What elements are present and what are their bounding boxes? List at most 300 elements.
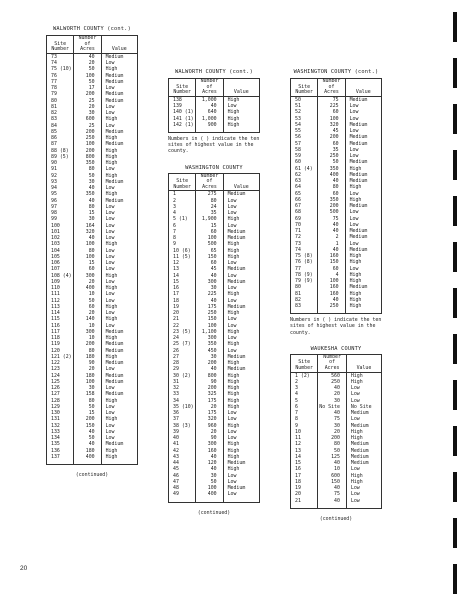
site-number-cell: 99 — [47, 216, 74, 222]
value-cell: Medium — [227, 366, 246, 373]
acres-cell: 80 — [74, 248, 101, 254]
site-number-cell: 103 — [47, 241, 74, 247]
table-row — [169, 491, 260, 502]
value-cell: Low — [105, 228, 115, 235]
site-number-cell: 40 — [169, 435, 196, 441]
acres-cell: 35 — [318, 147, 345, 153]
site-number-cell: 94 — [47, 185, 74, 191]
site-number-cell: 11 — [291, 435, 318, 441]
site-number-cell: 82 — [47, 110, 74, 116]
acres-cell: 40 — [318, 385, 347, 391]
value-cell: High — [350, 478, 363, 485]
acres-cell: 90 — [196, 379, 223, 385]
site-number-cell: 5 — [291, 398, 318, 404]
scan-edge-mark — [453, 288, 457, 318]
value-cell: Low — [227, 272, 237, 279]
acres-cell: 15 — [196, 223, 223, 229]
site-number-cell: 139 — [169, 103, 196, 109]
site-number-cell: 73 — [47, 53, 74, 60]
value-cell: Medium — [105, 372, 124, 379]
site-number-cell: 45 — [169, 466, 196, 472]
acres-cell: 600 — [318, 473, 347, 479]
acres-cell: 25 — [74, 123, 101, 129]
value-cell: High — [105, 285, 118, 292]
acres-cell: 200 — [196, 385, 223, 391]
site-number-cell: 3 — [291, 385, 318, 391]
site-number-cell: 10 (6) — [169, 248, 196, 254]
acres-cell: 1,000 — [196, 96, 223, 103]
value-cell: Low — [350, 385, 360, 392]
value-cell: High — [105, 153, 118, 160]
acres-cell: 350 — [318, 197, 345, 203]
value-cell: Medium — [349, 140, 368, 147]
value-cell: Low — [105, 247, 115, 254]
value-cell: High — [227, 109, 240, 116]
site-number-cell: 123 — [47, 366, 74, 372]
value-cell: Low — [105, 122, 115, 129]
value-cell: Low — [350, 391, 360, 398]
acres-cell: 150 — [74, 423, 101, 429]
site-number-cell: 70 — [291, 222, 318, 228]
value-cell: Medium — [350, 447, 369, 454]
scan-edge-mark — [453, 334, 457, 364]
acres-cell: 20 — [318, 429, 347, 435]
site-number-cell: 30 (2) — [169, 373, 196, 379]
acres-cell: 50 — [74, 173, 101, 179]
value-cell: Medium — [227, 191, 246, 198]
table-row — [169, 96, 260, 103]
acres-cell: 10 — [318, 466, 347, 472]
acres-cell: 200 — [196, 360, 223, 366]
value-cell: Low — [350, 485, 360, 492]
site-number-cell: 74 — [291, 247, 318, 253]
acres-cell: 30 — [318, 423, 347, 429]
value-cell: High — [227, 360, 240, 367]
site-number-cell: 35 (10) — [169, 404, 196, 410]
acres-cell: 100 — [74, 141, 101, 147]
acres-cell: 50 — [196, 479, 223, 485]
value-cell: Low — [105, 203, 115, 210]
acres-cell: 200 — [318, 435, 347, 441]
acres-cell: 40 — [74, 441, 101, 447]
site-number-cell: 83 — [47, 116, 74, 122]
acres-cell: 150 — [196, 316, 223, 322]
value-cell: Low — [227, 210, 237, 217]
site-number-cell: 38 (3) — [169, 423, 196, 429]
site-number-cell: 7 — [169, 229, 196, 235]
washington-cont-rows — [291, 96, 382, 314]
value-cell: High — [227, 328, 240, 335]
value-cell: Low — [105, 278, 115, 285]
value-cell: Low — [105, 260, 115, 267]
acres-cell: 175 — [196, 398, 223, 404]
acres-cell: 800 — [74, 154, 101, 160]
acres-cell: 200 — [74, 341, 101, 347]
value-cell: Medium — [105, 197, 124, 204]
acres-cell: 400 — [318, 172, 345, 178]
site-number-cell: 120 — [47, 348, 74, 354]
acres-cell: 50 — [318, 159, 345, 165]
value-cell: High — [349, 184, 362, 191]
acres-cell: 300 — [74, 329, 101, 335]
acres-cell: 40 — [318, 498, 347, 509]
value-cell: Low — [105, 85, 115, 92]
value-cell: High — [227, 378, 240, 385]
value-cell: Low — [105, 166, 115, 173]
site-number-cell: 9 — [169, 241, 196, 247]
acres-cell: 10 — [74, 291, 101, 297]
site-number-cell: 25 (7) — [169, 341, 196, 347]
value-cell: Low — [349, 190, 359, 197]
site-number-cell: 74 — [47, 60, 74, 66]
acres-cell: 50 — [74, 79, 101, 85]
site-number-cell: 84 — [47, 123, 74, 129]
site-number-cell: 2 — [291, 379, 318, 385]
acres-cell: 500 — [196, 241, 223, 247]
acres-cell: 40 — [74, 198, 101, 204]
site-number-cell: 36 — [169, 410, 196, 416]
value-cell: Low — [349, 209, 359, 216]
waukesha-table — [290, 354, 382, 509]
site-number-cell: 64 — [291, 184, 318, 190]
site-number-cell: 88 (8) — [47, 148, 74, 154]
value-cell: High — [105, 116, 118, 123]
site-number-cell: 122 — [47, 360, 74, 366]
site-number-cell: 92 — [47, 173, 74, 179]
site-number-cell: 42 — [169, 448, 196, 454]
site-number-cell: 4 — [169, 210, 196, 216]
value-cell: Low — [227, 297, 237, 304]
acres-cell: 40 — [196, 466, 223, 472]
value-cell: High — [227, 466, 240, 473]
site-number-cell: 81 — [291, 291, 318, 297]
acres-cell: 30 — [196, 354, 223, 360]
value-cell: Medium — [227, 278, 246, 285]
value-cell: Low — [349, 153, 359, 160]
value-cell: Medium — [105, 72, 124, 79]
value-cell: Low — [350, 416, 360, 423]
acres-cell: 640 — [196, 109, 223, 115]
acres-cell: 20 — [74, 60, 101, 66]
acres-cell: 400 — [196, 491, 223, 502]
acres-cell: 200 — [318, 134, 345, 140]
site-number-cell: 76 (8) — [291, 259, 318, 265]
site-number-cell: 102 — [47, 235, 74, 241]
acres-cell: 40 — [74, 235, 101, 241]
acres-cell: 60 — [196, 260, 223, 266]
acres-cell: 140 — [74, 316, 101, 322]
value-cell: Low — [105, 253, 115, 260]
acres-cell: 75 — [318, 416, 347, 422]
table-row — [47, 53, 138, 60]
site-number-cell: 78 — [47, 85, 74, 91]
site-number-cell: 98 — [47, 210, 74, 216]
value-cell: High — [227, 121, 240, 128]
value-cell: Medium — [349, 96, 368, 103]
site-number-cell: 17 — [169, 291, 196, 297]
scan-edge-mark — [453, 472, 457, 502]
acres-cell: 275 — [196, 191, 223, 198]
site-number-cell: 95 — [47, 191, 74, 197]
site-number-cell: 23 (5) — [169, 329, 196, 335]
acres-cell: 75 — [318, 216, 345, 222]
site-number-cell: 76 — [47, 73, 74, 79]
site-number-cell: 1 (2) — [291, 372, 318, 379]
value-cell: High — [105, 191, 118, 198]
acres-cell: 50 — [74, 435, 101, 441]
value-cell: Medium — [349, 134, 368, 141]
acres-cell: 160 — [318, 291, 345, 297]
acres-cell: 60 — [74, 266, 101, 272]
acres-cell: 60 — [318, 191, 345, 197]
value-cell: Low — [227, 203, 237, 210]
site-number-cell: 39 — [169, 429, 196, 435]
value-cell: Low — [105, 435, 115, 442]
value-cell: Low — [349, 128, 359, 135]
acres-cell: 325 — [196, 391, 223, 397]
site-number-cell: 58 — [291, 147, 318, 153]
acres-cell: 40 — [196, 273, 223, 279]
site-number-cell: 106 — [47, 260, 74, 266]
acres-cell: 30 — [196, 473, 223, 479]
value-cell: Low — [227, 410, 237, 417]
acres-cell: 20 — [196, 429, 223, 435]
value-cell: Medium — [105, 347, 124, 354]
scan-edge-mark — [453, 12, 457, 42]
site-number-cell: 105 — [47, 254, 74, 260]
acres-cell: 15 — [74, 410, 101, 416]
value-cell: High — [349, 290, 362, 297]
site-number-cell: 111 — [47, 291, 74, 297]
acres-cell: 300 — [196, 279, 223, 285]
value-cell: High — [227, 422, 240, 429]
value-cell: Low — [105, 222, 115, 229]
value-cell: High — [349, 196, 362, 203]
value-header: Value — [101, 36, 137, 54]
value-cell: Medium — [349, 246, 368, 253]
site-number-cell: 140 (1) — [169, 109, 196, 115]
acres-cell: 60 — [196, 229, 223, 235]
site-number-cell: 85 — [47, 129, 74, 135]
site-number-cell: 60 — [291, 159, 318, 165]
site-number-cell: 50 — [291, 96, 318, 103]
site-number-cell: 138 — [169, 96, 196, 103]
value-cell: High — [105, 272, 118, 279]
value-cell: High — [105, 316, 118, 323]
acres-cell: 1,100 — [196, 329, 223, 335]
site-number-cell: 61 (4) — [291, 166, 318, 172]
value-cell: High — [227, 291, 240, 298]
acres-cell: 40 — [74, 185, 101, 191]
value-cell: Low — [349, 265, 359, 272]
acres-header: Number of Acres — [196, 79, 223, 97]
site-number-cell: 133 — [47, 429, 74, 435]
value-cell: Low — [349, 115, 359, 122]
acres-cell: 100 — [74, 379, 101, 385]
acres-cell: 75 — [318, 491, 347, 497]
value-cell: High — [105, 241, 118, 248]
acres-cell: 80 — [318, 184, 345, 190]
site-number-cell: 18 — [169, 298, 196, 304]
continued-label: (continued) — [75, 472, 109, 479]
value-cell: Medium — [105, 178, 124, 185]
acres-cell: 10 — [74, 335, 101, 341]
acres-cell: 60 — [318, 266, 345, 272]
acres-cell: 40 — [74, 429, 101, 435]
acres-cell: 160 — [318, 284, 345, 290]
acres-cell: 150 — [196, 254, 223, 260]
continued-label: (continued) — [319, 515, 353, 522]
value-cell: High — [350, 435, 363, 442]
value-cell: Low — [105, 266, 115, 273]
site-header: Site Number — [169, 79, 196, 97]
value-cell: High — [227, 96, 240, 103]
value-cell: High — [105, 135, 118, 142]
table-row — [291, 498, 382, 509]
site-number-cell: 16 — [291, 466, 318, 472]
acres-cell: 4 — [318, 272, 345, 278]
scan-edge-mark — [453, 426, 457, 456]
scan-edge-mark — [453, 150, 457, 180]
site-number-cell: 27 — [169, 354, 196, 360]
walworth-cont-rows — [169, 96, 260, 132]
value-cell: Low — [349, 146, 359, 153]
value-cell: Medium — [349, 178, 368, 185]
site-number-cell: 66 — [291, 197, 318, 203]
value-cell: Low — [349, 103, 359, 110]
acres-cell: 100 — [196, 235, 223, 241]
acres-cell: 400 — [74, 285, 101, 291]
value-cell: High — [227, 441, 240, 448]
site-number-cell: 69 — [291, 216, 318, 222]
value-cell: Medium — [227, 228, 246, 235]
site-number-cell: 114 — [47, 310, 74, 316]
value-cell: Low — [105, 110, 115, 117]
site-number-cell: 68 — [291, 209, 318, 215]
value-cell: Medium — [349, 234, 368, 241]
acres-cell: 30 — [318, 398, 347, 404]
value-cell: Medium — [227, 353, 246, 360]
site-number-cell: 34 — [169, 398, 196, 404]
site-number-cell: 115 — [47, 316, 74, 322]
acres-cell: 900 — [196, 122, 223, 133]
washington-table-2 — [290, 78, 382, 314]
acres-cell: 20 — [74, 104, 101, 110]
value-cell: Low — [349, 215, 359, 222]
value-cell: Medium — [105, 91, 124, 98]
value-cell: High — [227, 115, 240, 122]
value-cell: Medium — [349, 171, 368, 178]
value-cell: Low — [349, 221, 359, 228]
value-cell: Low — [350, 497, 360, 504]
site-number-cell: 15 — [169, 279, 196, 285]
value-cell: High — [349, 296, 362, 303]
acres-cell: 40 — [74, 53, 101, 60]
site-number-cell: 137 — [47, 454, 74, 465]
acres-cell: 80 — [74, 398, 101, 404]
site-number-cell: 31 — [169, 379, 196, 385]
acres-cell: 40 — [196, 366, 223, 372]
acres-cell: 350 — [74, 160, 101, 166]
value-cell: High — [227, 403, 240, 410]
walworth-table-2 — [168, 78, 260, 133]
value-cell: High — [350, 378, 363, 385]
site-number-cell: 49 — [169, 491, 196, 502]
site-number-cell: 65 — [291, 191, 318, 197]
site-number-cell: 13 — [291, 448, 318, 454]
table-row — [291, 96, 382, 103]
acres-cell: 90 — [196, 435, 223, 441]
site-number-cell: 83 — [291, 303, 318, 314]
acres-cell: 175 — [196, 304, 223, 310]
acres-cell: 40 — [318, 247, 345, 253]
site-number-cell: 14 — [169, 273, 196, 279]
page-number: 20 — [20, 565, 28, 572]
acres-cell: 1,000 — [196, 116, 223, 122]
value-cell: Low — [227, 260, 237, 267]
site-number-cell: 41 — [169, 441, 196, 447]
site-number-cell: 80 — [291, 284, 318, 290]
continued-label: (continued) — [197, 509, 231, 516]
value-cell: Low — [350, 466, 360, 473]
value-cell: High — [105, 66, 118, 73]
value-cell: High — [105, 397, 118, 404]
acres-header: Number of Acres — [318, 79, 345, 97]
acres-cell: 225 — [318, 103, 345, 109]
site-header: Site Number — [169, 173, 196, 191]
value-cell: Medium — [227, 460, 246, 467]
site-number-cell: 67 — [291, 203, 318, 209]
site-number-cell: 78 (9) — [291, 272, 318, 278]
value-cell: Low — [350, 397, 360, 404]
acres-cell: 15 — [74, 210, 101, 216]
acres-cell: 50 — [74, 404, 101, 410]
value-cell: High — [105, 147, 118, 154]
value-cell: Medium — [105, 378, 124, 385]
site-number-cell: 5 (1) — [169, 216, 196, 222]
site-number-cell: 121 (2) — [47, 354, 74, 360]
site-number-cell: 29 — [169, 366, 196, 372]
site-number-cell: 113 — [47, 304, 74, 310]
acres-cell: 158 — [74, 391, 101, 397]
site-number-cell: 127 — [47, 391, 74, 397]
table-row — [291, 372, 382, 379]
acres-cell: 25 — [74, 98, 101, 104]
acres-cell: 80 — [74, 348, 101, 354]
value-cell: Low — [350, 491, 360, 498]
acres-cell: 200 — [74, 129, 101, 135]
washington-title: WASHINGTON COUNTY — [185, 164, 243, 171]
site-number-cell: 16 — [169, 285, 196, 291]
acres-cell: 164 — [74, 223, 101, 229]
value-cell: Low — [227, 472, 237, 479]
acres-cell: 40 — [318, 485, 347, 491]
scan-edge-mark — [453, 564, 457, 594]
value-cell: Low — [105, 291, 115, 298]
site-number-cell: 72 — [291, 234, 318, 240]
site-number-cell: 93 — [47, 179, 74, 185]
site-number-cell: 135 — [47, 441, 74, 447]
acres-cell: 80 — [74, 204, 101, 210]
site-number-cell: 131 — [47, 416, 74, 422]
acres-cell: 250 — [196, 310, 223, 316]
site-number-cell: 18 — [291, 479, 318, 485]
value-cell: High — [227, 447, 240, 454]
acres-cell: 180 — [74, 354, 101, 360]
table-row — [47, 454, 138, 465]
site-number-cell: 90 — [47, 160, 74, 166]
value-cell: High — [227, 241, 240, 248]
